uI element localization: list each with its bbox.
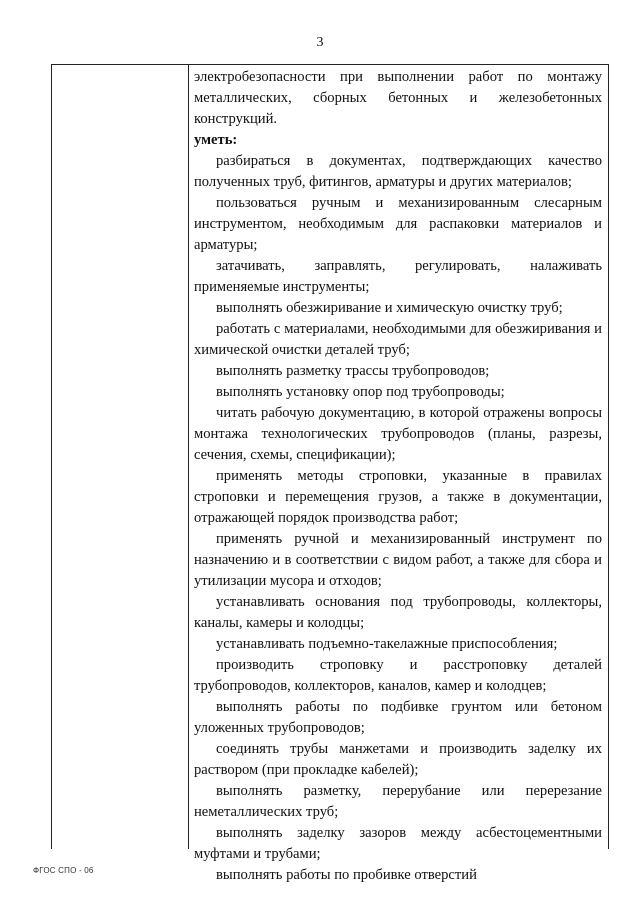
list-item: выполнять работы по пробивке отверстий	[216, 867, 477, 883]
table-left-column	[52, 65, 189, 849]
table-right-column	[189, 65, 608, 883]
footer-label: ФГОС СПО - 06	[33, 866, 94, 875]
list-item: производить строповку и расстроповку деталей трубопроводов, коллекторов, каналов, камер и колодцев;	[194, 657, 602, 694]
list-item: выполнять заделку зазоров между асбестоцементными муфтами и трубами;	[194, 825, 602, 862]
list-item: устанавливать подъемно-такелажные приспособления;	[216, 636, 558, 652]
list-item: пользоваться ручным и механизированным слесарным инструментом, необходимым для распаковки материалов и арматуры;	[194, 195, 602, 253]
list-item: выполнять установку опор под трубопроводы;	[216, 384, 505, 400]
list-item: применять ручной и механизированный инструмент по назначению и в соответствии с видом работ, а также для сбора и утилизации мусора и отходов;	[194, 531, 602, 589]
list-item: устанавливать основания под трубопроводы, коллекторы, каналы, камеры и колодцы;	[194, 594, 602, 631]
list-item: соединять трубы манжетами и производить заделку их раствором (при прокладке кабелей);	[194, 741, 602, 778]
list-item: выполнять обезжиривание и химическую очистку труб;	[216, 300, 563, 316]
list-item: выполнять работы по подбивке грунтом или бетоном уложенных трубопроводов;	[194, 699, 602, 736]
page-number: 3	[316, 35, 324, 50]
paragraph-heading-umet: уметь:	[194, 132, 238, 148]
list-item: затачивать, заправлять, регулировать, налаживать применяемые инструменты;	[194, 258, 602, 295]
list-item: читать рабочую документацию, в которой отражены вопросы монтажа технологических трубопроводов (планы, разрезы, сечения, схемы, спецификации);	[194, 405, 602, 463]
list-item: выполнять разметку, перерубание или перерезание неметаллических труб;	[194, 783, 602, 820]
list-item: применять методы строповки, указанные в правилах строповки и перемещения грузов, а также в документации, отражающей порядок производства работ;	[194, 468, 602, 526]
list-item: работать с материалами, необходимыми для обезжиривания и химической очистки деталей труб;	[194, 321, 602, 358]
paragraph-0: электробезопасности при выполнении работ по монтажу металлических, сборных бетонных и железобетонных конструкций.	[194, 69, 602, 127]
list-item: разбираться в документах, подтверждающих качество полученных труб, фитингов, арматуры и других материалов;	[194, 153, 602, 190]
list-item: выполнять разметку трассы трубопроводов;	[216, 363, 490, 379]
